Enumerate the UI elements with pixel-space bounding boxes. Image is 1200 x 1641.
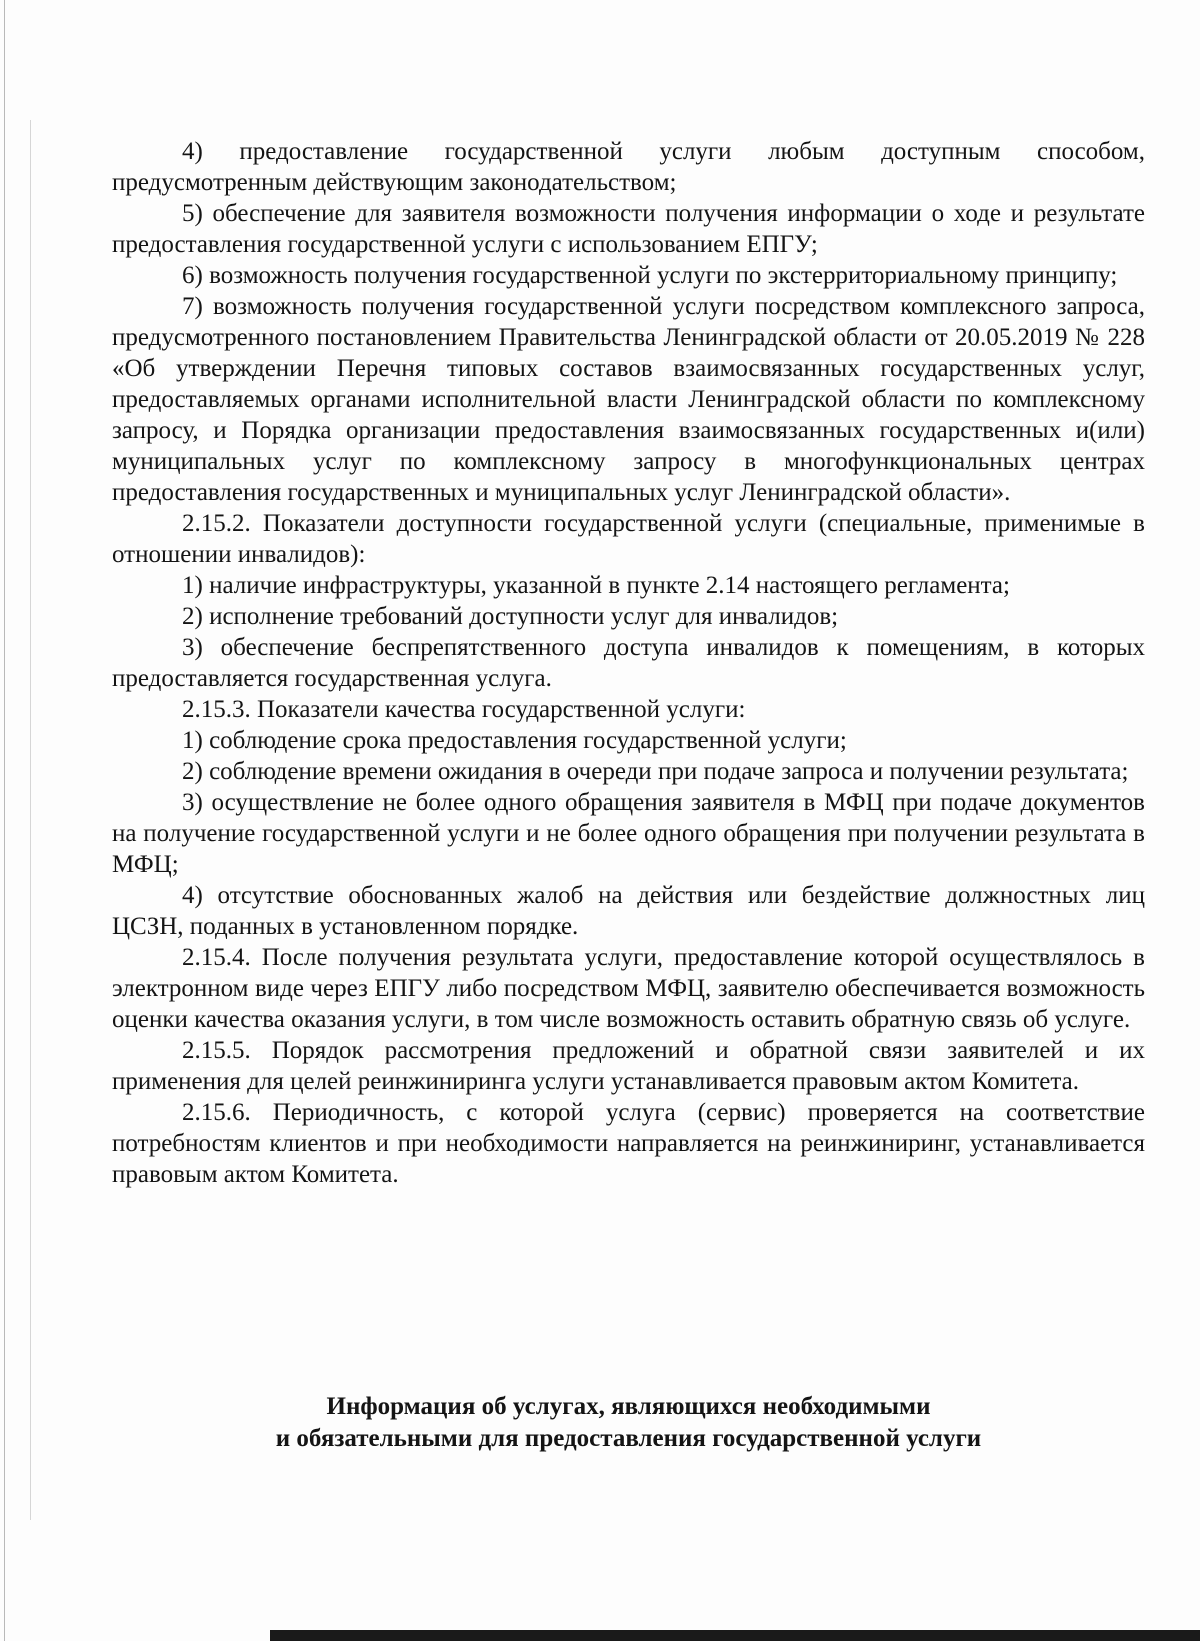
scan-left-edge xyxy=(4,0,5,1641)
section-heading xyxy=(112,1391,1145,1455)
paragraph: 2.15.5. Порядок рассмотрения предложений и обратной связи заявителей и их применения для целей реинжиниринга услуги устанавливается правовым актом Комитета. xyxy=(112,1037,1145,1095)
paragraph: 2) исполнение требований доступности услуг для инвалидов; xyxy=(182,603,839,630)
scan-fold-line xyxy=(30,120,31,1520)
paragraph: 2.15.6. Периодичность, с которой услуга (сервис) проверяется на соответствие потребностям клиентов и при необходимости направляется на реинжиниринг, устанавливается правовым актом Комитета. xyxy=(112,1099,1145,1188)
paragraph: 7) возможность получения государственной услуги посредством комплексного запроса, предусмотренного постановлением Правительства Ленинградской области от 20.05.2019 № 228 «Об утверждении Перечня типовых составов взаимосвязанных государственных услуг, предоставляемых органами исполнительной власти Ленинградской области по комплексному запросу, и Порядка организации предоставления взаимосвязанных государственных и(или) муниципальных услуг по комплексному запросу в многофункциональных центрах предоставления государственных и муниципальных услуг Ленинградской области». xyxy=(112,293,1145,506)
section-heading-line-1: Информация об услугах, являющихся необходимыми xyxy=(326,1393,931,1420)
paragraph: 4) отсутствие обоснованных жалоб на действия или бездействие должностных лиц ЦСЗН, поданных в установленном порядке. xyxy=(112,882,1145,940)
document-body xyxy=(112,136,1145,1190)
paragraph: 2.15.4. После получения результата услуги, предоставление которой осуществлялось в электронном виде через ЕПГУ либо посредством МФЦ, заявителю обеспечивается возможность оценки качества оказания услуги, в том числе возможность оставить обратную связь об услуге. xyxy=(112,944,1145,1033)
paragraph: 2.15.3. Показатели качества государственной услуги: xyxy=(182,696,746,723)
paragraph: 5) обеспечение для заявителя возможности получения информации о ходе и результате предоставления государственной услуги с использованием ЕПГУ; xyxy=(112,200,1145,258)
paragraph: 1) соблюдение срока предоставления государственной услуги; xyxy=(182,727,847,754)
paragraph: 6) возможность получения государственной услуги по экстерриториальному принципу; xyxy=(182,262,1118,289)
paragraph: 1) наличие инфраструктуры, указанной в пункте 2.14 настоящего регламента; xyxy=(182,572,1010,599)
paragraph: 3) обеспечение беспрепятственного доступа инвалидов к помещениям, в которых предоставляется государственная услуга. xyxy=(112,634,1145,692)
paragraph: 2.15.2. Показатели доступности государственной услуги (специальные, применимые в отношении инвалидов): xyxy=(112,510,1145,568)
paragraph: 3) осуществление не более одного обращения заявителя в МФЦ при подаче документов на получение государственной услуги и не более одного обращения при получении результата в МФЦ; xyxy=(112,789,1145,878)
section-heading-line-2: и обязательными для предоставления государственной услуги xyxy=(275,1425,982,1452)
paragraph: 4) предоставление государственной услуги любым доступным способом, предусмотренным действующим законодательством; xyxy=(112,138,1145,196)
paragraph: 2) соблюдение времени ожидания в очереди при подаче запроса и получении результата; xyxy=(182,758,1129,785)
scan-bottom-edge xyxy=(270,1630,1200,1641)
